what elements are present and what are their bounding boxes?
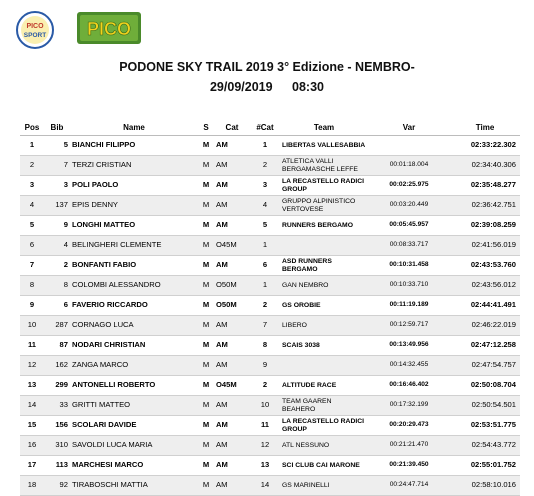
bib-cell: 87 xyxy=(44,336,70,356)
table-row xyxy=(20,256,520,276)
svg-text:PICO: PICO xyxy=(86,19,132,39)
pos-cell: 8 xyxy=(20,276,44,296)
team-cell: RUNNERS BERGAMO xyxy=(280,216,368,236)
name-cell: CORNAGO LUCA xyxy=(70,316,198,336)
table-row xyxy=(20,136,520,156)
cat-cell: O50M xyxy=(214,276,250,296)
time-cell: 02:47:12.258 xyxy=(450,336,520,356)
bib-cell: 162 xyxy=(44,356,70,376)
bib-cell: 8 xyxy=(44,276,70,296)
name-cell: TIRABOSCHI MATTIA xyxy=(70,476,198,496)
var-cell: 00:16:46.402 xyxy=(368,376,450,396)
ncat-cell: 9 xyxy=(250,356,280,376)
time-cell: 02:50:08.704 xyxy=(450,376,520,396)
team-cell xyxy=(280,356,368,376)
ncat-cell: 2 xyxy=(250,376,280,396)
cat-cell: AM xyxy=(214,436,250,456)
var-cell: 00:02:25.975 xyxy=(368,176,450,196)
sex-cell: M xyxy=(198,316,214,336)
page-title: PODONE SKY TRAIL 2019 3° Edizione - NEMBRO- xyxy=(119,60,415,74)
pos-cell: 15 xyxy=(20,416,44,436)
cat-cell: AM xyxy=(214,156,250,176)
time-cell: 02:35:48.277 xyxy=(450,176,520,196)
ncat-cell: 7 xyxy=(250,316,280,336)
cat-cell: O50M xyxy=(214,296,250,316)
results-table xyxy=(20,119,520,496)
time-cell: 02:33:22.302 xyxy=(450,136,520,156)
team-cell xyxy=(280,236,368,256)
name-cell: BIANCHI FILIPPO xyxy=(70,136,198,156)
svg-text:PICO: PICO xyxy=(26,23,44,30)
var-cell: 00:08:33.717 xyxy=(368,236,450,256)
table-row xyxy=(20,456,520,476)
name-cell: MARCHESI MARCO xyxy=(70,456,198,476)
cat-cell: AM xyxy=(214,416,250,436)
col-header-pos: Pos xyxy=(20,119,44,136)
col-header-bib: Bib xyxy=(44,119,70,136)
time-cell: 02:58:10.016 xyxy=(450,476,520,496)
team-cell: GAN NEMBRO xyxy=(280,276,368,296)
time-cell: 02:36:42.751 xyxy=(450,196,520,216)
race-date: 29/09/2019 xyxy=(209,80,273,94)
col-header-cat: Cat xyxy=(214,119,250,136)
team-cell: ALTITUDE RACE xyxy=(280,376,368,396)
table-row xyxy=(20,416,520,436)
cat-cell: AM xyxy=(214,216,250,236)
team-cell: GS MARINELLI xyxy=(280,476,368,496)
pos-cell: 16 xyxy=(20,436,44,456)
ncat-cell: 2 xyxy=(250,296,280,316)
time-cell: 02:47:54.757 xyxy=(450,356,520,376)
name-cell: FAVERIO RICCARDO xyxy=(70,296,198,316)
bib-cell: 5 xyxy=(44,136,70,156)
bib-cell: 9 xyxy=(44,216,70,236)
var-cell xyxy=(368,136,450,156)
time-cell: 02:54:43.772 xyxy=(450,436,520,456)
team-cell: ASD RUNNERS BERGAMO xyxy=(280,256,368,276)
team-cell: ATL NESSUNO xyxy=(280,436,368,456)
table-row xyxy=(20,436,520,456)
name-cell: SCOLARI DAVIDE xyxy=(70,416,198,436)
var-cell: 00:10:33.710 xyxy=(368,276,450,296)
name-cell: SAVOLDI LUCA MARIA xyxy=(70,436,198,456)
sex-cell: M xyxy=(198,396,214,416)
cat-cell: O45M xyxy=(214,236,250,256)
pos-cell: 11 xyxy=(20,336,44,356)
bib-cell: 7 xyxy=(44,156,70,176)
col-header-team: Team xyxy=(280,119,368,136)
team-cell: LIBERTAS VALLESABBIA xyxy=(280,136,368,156)
page-subtitle xyxy=(0,80,534,94)
team-cell: TEAM GAAREN BEAHERO xyxy=(280,396,368,416)
bib-cell: 6 xyxy=(44,296,70,316)
pos-cell: 3 xyxy=(20,176,44,196)
table-row xyxy=(20,236,520,256)
col-header-var: Var xyxy=(368,119,450,136)
team-cell: LA RECASTELLO RADICI GROUP xyxy=(280,176,368,196)
var-cell: 00:01:18.004 xyxy=(368,156,450,176)
pos-cell: 5 xyxy=(20,216,44,236)
table-row xyxy=(20,276,520,296)
pos-cell: 6 xyxy=(20,236,44,256)
time-cell: 02:53:51.775 xyxy=(450,416,520,436)
var-cell: 00:13:49.956 xyxy=(368,336,450,356)
bib-cell: 287 xyxy=(44,316,70,336)
sex-cell: M xyxy=(198,436,214,456)
bib-cell: 4 xyxy=(44,236,70,256)
pos-cell: 1 xyxy=(20,136,44,156)
pos-cell: 4 xyxy=(20,196,44,216)
time-cell: 02:44:41.491 xyxy=(450,296,520,316)
team-cell: GRUPPO ALPINISTICO VERTOVESE xyxy=(280,196,368,216)
col-header-time: Time xyxy=(450,119,520,136)
sex-cell: M xyxy=(198,196,214,216)
pos-cell: 14 xyxy=(20,396,44,416)
ncat-cell: 1 xyxy=(250,136,280,156)
time-cell: 02:34:40.306 xyxy=(450,156,520,176)
ncat-cell: 14 xyxy=(250,476,280,496)
name-cell: BELINGHERI CLEMENTE xyxy=(70,236,198,256)
sex-cell: M xyxy=(198,136,214,156)
var-cell: 00:21:39.450 xyxy=(368,456,450,476)
table-row xyxy=(20,316,520,336)
bib-cell: 2 xyxy=(44,256,70,276)
name-cell: NODARI CHRISTIAN xyxy=(70,336,198,356)
table-row xyxy=(20,336,520,356)
pico-sport-logo xyxy=(15,10,55,50)
sex-cell: M xyxy=(198,356,214,376)
bib-cell: 33 xyxy=(44,396,70,416)
time-cell: 02:39:08.259 xyxy=(450,216,520,236)
pos-cell: 13 xyxy=(20,376,44,396)
table-row xyxy=(20,196,520,216)
pos-cell: 9 xyxy=(20,296,44,316)
var-cell: 00:17:32.199 xyxy=(368,396,450,416)
ncat-cell: 11 xyxy=(250,416,280,436)
bib-cell: 113 xyxy=(44,456,70,476)
sex-cell: M xyxy=(198,216,214,236)
table-row xyxy=(20,476,520,496)
time-cell: 02:41:56.019 xyxy=(450,236,520,256)
table-row xyxy=(20,396,520,416)
col-header-sex: S xyxy=(198,119,214,136)
ncat-cell: 6 xyxy=(250,256,280,276)
race-time: 08:30 xyxy=(292,80,325,94)
cat-cell: AM xyxy=(214,476,250,496)
pos-cell: 12 xyxy=(20,356,44,376)
pos-cell: 18 xyxy=(20,476,44,496)
table-row xyxy=(20,296,520,316)
team-cell: LA RECASTELLO RADICI GROUP xyxy=(280,416,368,436)
bib-cell: 156 xyxy=(44,416,70,436)
var-cell: 00:03:20.449 xyxy=(368,196,450,216)
cat-cell: AM xyxy=(214,396,250,416)
team-cell: SCI CLUB CAI MARONE xyxy=(280,456,368,476)
var-cell: 00:12:59.717 xyxy=(368,316,450,336)
sex-cell: M xyxy=(198,376,214,396)
sex-cell: M xyxy=(198,276,214,296)
name-cell: EPIS DENNY xyxy=(70,196,198,216)
table-row xyxy=(20,216,520,236)
name-cell: TERZI CRISTIAN xyxy=(70,156,198,176)
name-cell: LONGHI MATTEO xyxy=(70,216,198,236)
ncat-cell: 3 xyxy=(250,176,280,196)
ncat-cell: 12 xyxy=(250,436,280,456)
cat-cell: AM xyxy=(214,316,250,336)
sex-cell: M xyxy=(198,456,214,476)
team-cell: LIBERO xyxy=(280,316,368,336)
ncat-cell: 5 xyxy=(250,216,280,236)
cat-cell: AM xyxy=(214,136,250,156)
cat-cell: O45M xyxy=(214,376,250,396)
sex-cell: M xyxy=(198,296,214,316)
name-cell: ANTONELLI ROBERTO xyxy=(70,376,198,396)
team-cell: ATLETICA VALLI BERGAMASCHE LEFFE xyxy=(280,156,368,176)
bib-cell: 299 xyxy=(44,376,70,396)
var-cell: 00:11:19.189 xyxy=(368,296,450,316)
cat-cell: AM xyxy=(214,256,250,276)
cat-cell: AM xyxy=(214,196,250,216)
name-cell: GRITTI MATTEO xyxy=(70,396,198,416)
ncat-cell: 8 xyxy=(250,336,280,356)
time-cell: 02:55:01.752 xyxy=(450,456,520,476)
var-cell: 00:05:45.957 xyxy=(368,216,450,236)
ncat-cell: 2 xyxy=(250,156,280,176)
time-cell: 02:50:54.501 xyxy=(450,396,520,416)
pos-cell: 2 xyxy=(20,156,44,176)
team-cell: SCAIS 3038 xyxy=(280,336,368,356)
bib-cell: 92 xyxy=(44,476,70,496)
bib-cell: 3 xyxy=(44,176,70,196)
bib-cell: 310 xyxy=(44,436,70,456)
table-row xyxy=(20,176,520,196)
name-cell: COLOMBI ALESSANDRO xyxy=(70,276,198,296)
ncat-cell: 13 xyxy=(250,456,280,476)
pos-cell: 10 xyxy=(20,316,44,336)
col-header-name: Name xyxy=(70,119,198,136)
time-cell: 02:43:56.012 xyxy=(450,276,520,296)
table-header-row xyxy=(20,119,520,136)
cat-cell: AM xyxy=(214,336,250,356)
pos-cell: 17 xyxy=(20,456,44,476)
pico-logo xyxy=(77,12,141,44)
ncat-cell: 1 xyxy=(250,236,280,256)
col-header-ncat: #Cat xyxy=(250,119,280,136)
ncat-cell: 1 xyxy=(250,276,280,296)
pos-cell: 7 xyxy=(20,256,44,276)
sex-cell: M xyxy=(198,476,214,496)
sex-cell: M xyxy=(198,236,214,256)
bib-cell: 137 xyxy=(44,196,70,216)
table-row xyxy=(20,156,520,176)
sex-cell: M xyxy=(198,416,214,436)
time-cell: 02:46:22.019 xyxy=(450,316,520,336)
name-cell: BONFANTI FABIO xyxy=(70,256,198,276)
cat-cell: AM xyxy=(214,356,250,376)
table-row xyxy=(20,356,520,376)
name-cell: ZANGA MARCO xyxy=(70,356,198,376)
sex-cell: M xyxy=(198,156,214,176)
name-cell: POLI PAOLO xyxy=(70,176,198,196)
ncat-cell: 10 xyxy=(250,396,280,416)
sex-cell: M xyxy=(198,336,214,356)
var-cell: 00:14:32.455 xyxy=(368,356,450,376)
sex-cell: M xyxy=(198,176,214,196)
svg-text:SPORT: SPORT xyxy=(23,32,47,39)
var-cell: 00:24:47.714 xyxy=(368,476,450,496)
var-cell: 00:21:21.470 xyxy=(368,436,450,456)
var-cell: 00:20:29.473 xyxy=(368,416,450,436)
cat-cell: AM xyxy=(214,176,250,196)
team-cell: GS OROBIE xyxy=(280,296,368,316)
var-cell: 00:10:31.458 xyxy=(368,256,450,276)
time-cell: 02:43:53.760 xyxy=(450,256,520,276)
table-row xyxy=(20,376,520,396)
cat-cell: AM xyxy=(214,456,250,476)
ncat-cell: 4 xyxy=(250,196,280,216)
sex-cell: M xyxy=(198,256,214,276)
